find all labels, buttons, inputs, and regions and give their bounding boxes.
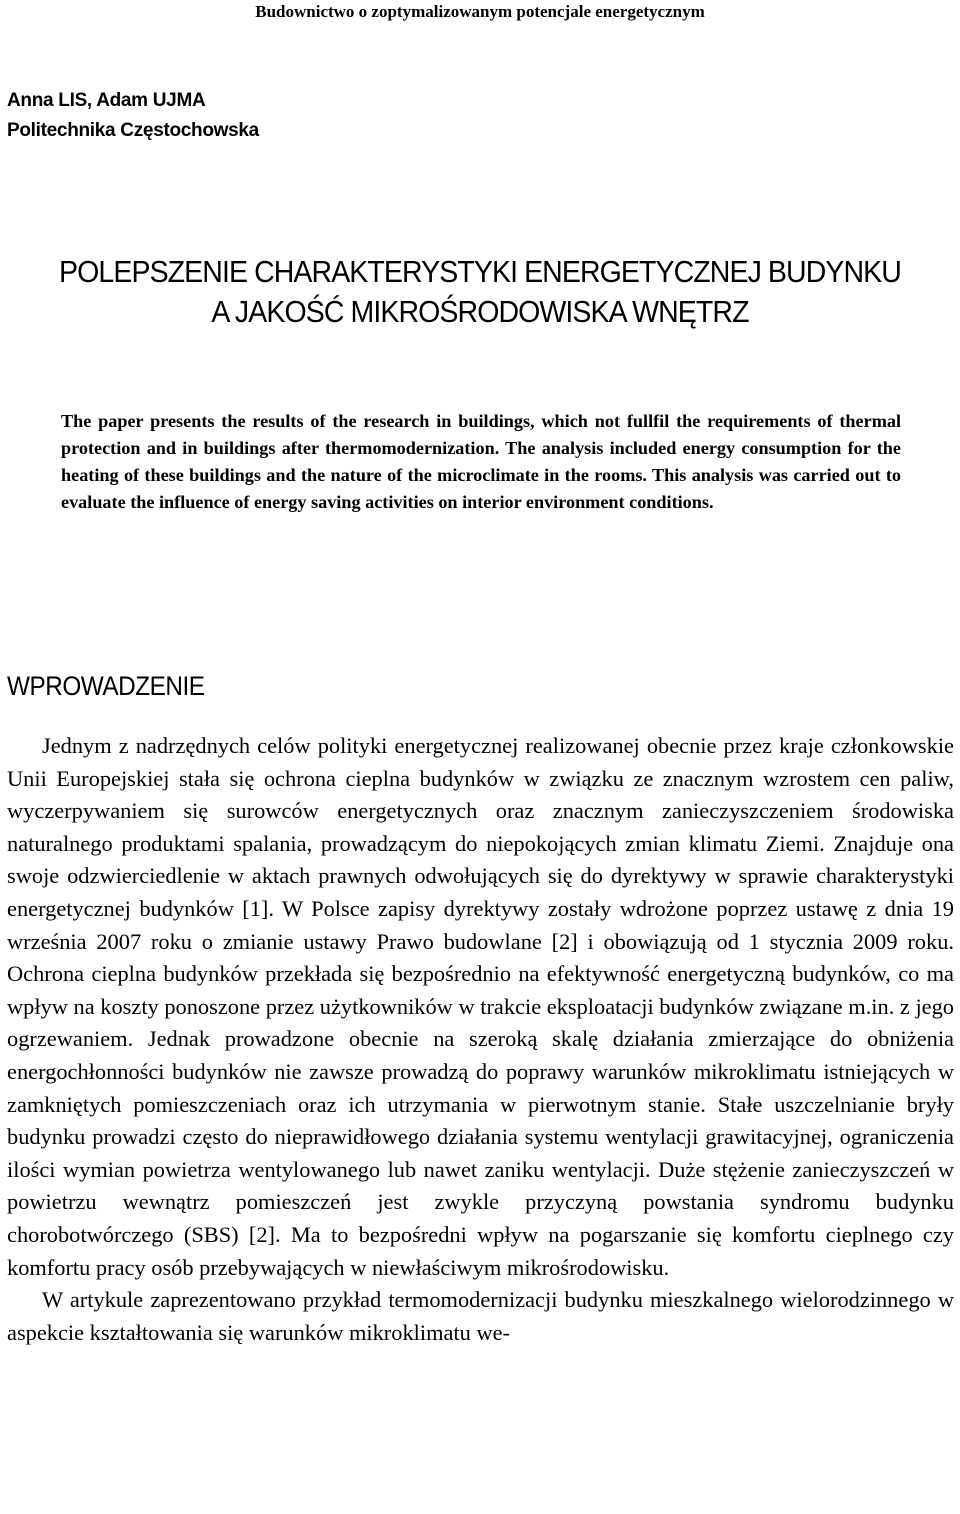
- author-affiliation: Politechnika Częstochowska: [7, 120, 259, 141]
- abstract: [61, 408, 901, 516]
- body-text: [7, 730, 954, 1349]
- running-header: [0, 0, 960, 24]
- paper-title-line-2: A JAKOŚĆ MIKROŚRODOWISKA WNĘTRZ: [211, 294, 749, 329]
- author-names: Anna LIS, Adam UJMA: [7, 90, 206, 111]
- running-title: Budownictwo o zoptymalizowanym potencjale energetycznym: [255, 2, 705, 21]
- body-paragraph-1: Jednym z nadrzędnych celów polityki energetycznej realizowanej obecnie przez kraje członkowskie Unii Europejskiej stała się ochrona cieplna budynków w związku ze znacznym wzrostem cen paliw, wyczerpywaniem się surowców energetycznych oraz znacznym zanieczyszczeniem środowiska naturalnego produktami spalania, prowadzącym do niepokojących zmian klimatu Ziemi. Znajduje ona swoje odzwierciedlenie w aktach prawnych odwołujących się do dyrektywy w sprawie charakterystyki energetycznej budynków [1]. W Polsce zapisy dyrektywy zostały wdrożone poprzez ustawę z dnia 19 września 2007 roku o zmianie ustawy Prawo budowlane [2] i obowiązują od 1 stycznia 2009 roku. Ochrona cieplna budynków przekłada się bezpośrednio na efektywność energetyczną budynków, co ma wpływ na koszty ponoszone przez użytkowników w trakcie eksploatacji budynków związane m.in. z jego ogrzewaniem. Jednak prowadzone obecnie na szeroką skalę działania zmierzające do obniżenia energochłonności budynków nie zawsze prowadzą do poprawy warunków mikroklimatu istniejących w zamkniętych pomieszczeniach oraz ich utrzymania w pierwotnym stanie. Stałe uszczelnianie bryły budynku prowadzi często do nieprawidłowego działania systemu wentylacji grawitacyjnej, ograniczenia ilości wymian powietrza wentylowanego lub nawet zaniku wentylacji. Duże stężenie zanieczyszczeń w powietrzu wewnątrz pomieszczeń jest zwykle przyczyną powstania syndromu budynku chorobotwórczego (SBS) [2]. Ma to bezpośredni wpływ na pogarszanie się komfortu cieplnego czy komfortu pracy osób przebywających w niewłaściwym mikrośrodowisku.: [7, 733, 954, 1280]
- paper-title: [38, 252, 921, 332]
- body-paragraph-2: W artykule zaprezentowano przykład termomodernizacji budynku mieszkalnego wielorodzinnego w aspekcie kształtowania się warunków mikroklimatu we-: [7, 1287, 954, 1345]
- paper-title-line-1: POLEPSZENIE CHARAKTERYSTYKI ENERGETYCZNEJ BUDYNKU: [59, 254, 901, 289]
- author-block: [7, 86, 259, 146]
- abstract-text: The paper presents the results of the research in buildings, which not fullfil the requirements of thermal protection and in buildings after thermomodernization. The analysis included energy consumption for the heating of these buildings and the nature of the microclimate in the rooms. This analysis was carried out to evaluate the influence of energy saving activities on interior environment conditions.: [61, 411, 901, 512]
- section-heading: WPROWADZENIE: [7, 671, 205, 701]
